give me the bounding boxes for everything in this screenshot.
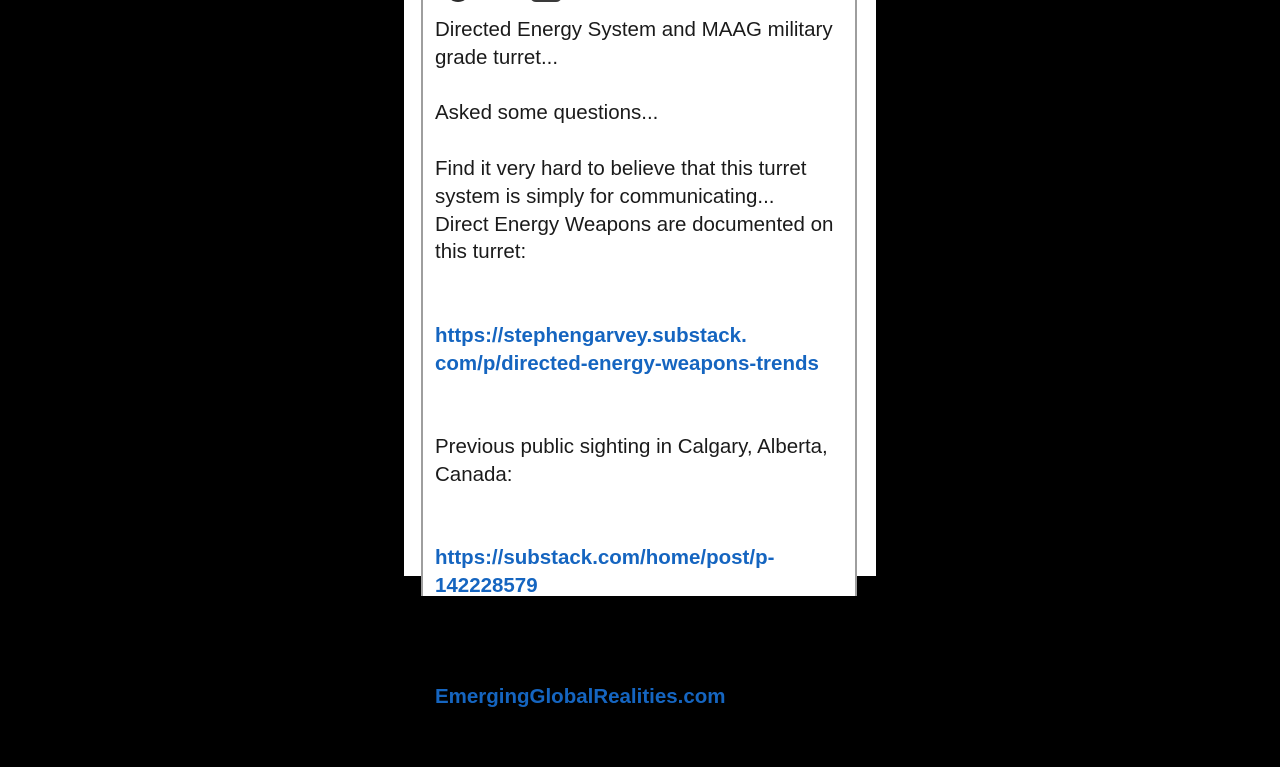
post-body	[435, 16, 847, 767]
link-directed-energy-weapons-trends[interactable]: https://stephengarvey.substack. com/p/directed-energy-weapons-trends	[435, 323, 819, 375]
post-paragraph-intro: Directed Energy System and MAAG military grade turret...	[435, 18, 833, 69]
post-paragraph-calgary: Previous public sighting in Calgary, Alberta, Canada:	[435, 434, 828, 486]
post-paragraph-questions: Asked some questions...	[435, 101, 659, 125]
post-link-paragraph-3	[435, 655, 847, 738]
link-emerging-global-realities[interactable]: EmergingGlobalRealities.com	[435, 685, 726, 709]
link-substack-post[interactable]: https://substack.com/home/post/p- 142228579	[435, 546, 775, 597]
author-name-fragment	[530, 0, 562, 2]
post-link-paragraph-1	[435, 294, 847, 405]
post-paragraph-turret: Find it very hard to believe that this turret system is simply for communicating... Direct Energy Weapons are documented on this turret:	[435, 156, 834, 264]
post-link-paragraph-2	[435, 516, 847, 627]
